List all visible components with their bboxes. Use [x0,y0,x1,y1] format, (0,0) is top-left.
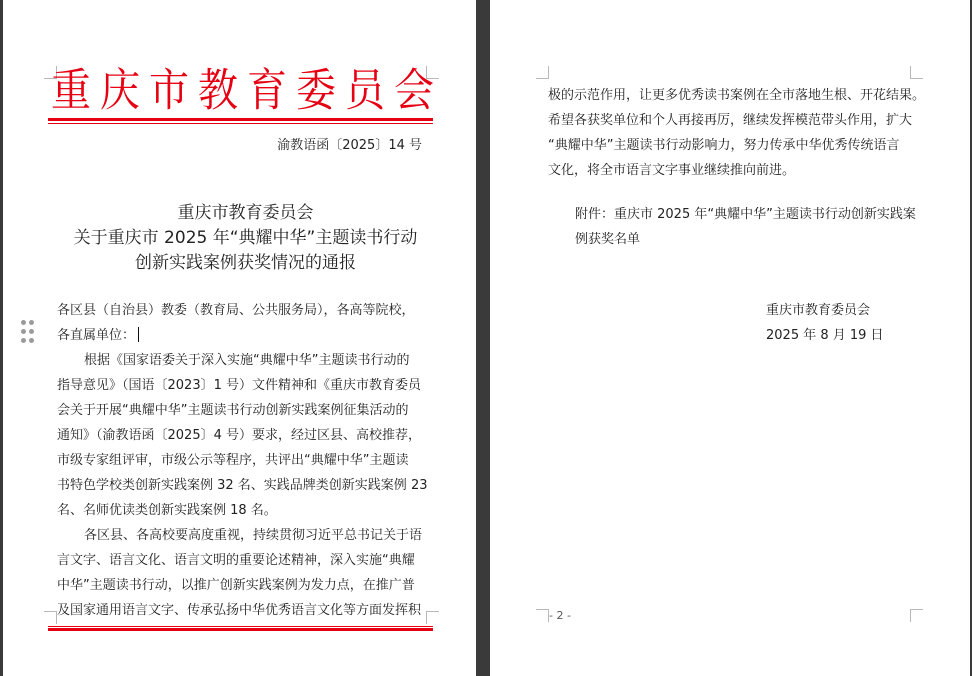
red-header-rule [48,118,433,121]
paragraph-line: 及国家通用语言文字、传承弘扬中华优秀语言文化等方面发挥积 [57,603,422,618]
paragraph-line: “典耀中华”主题读书行动影响力，努力传承中华优秀传统语言 [548,138,900,153]
margin-corner-mark [426,611,439,624]
attachment-note[interactable] [575,202,920,252]
paragraph-line: 希望各获奖单位和个人再接再厉，继续发挥模范带头作用，扩大 [548,113,913,128]
paragraph-line: 中华”主题读书行动，以推广创新实践案例为发力点，在推广普 [57,578,415,593]
margin-corner-mark [910,609,923,622]
page-number: - 2 - [549,609,571,622]
paragraph-line: 会关于开展“典耀中华”主题读书行动创新实践案例征集活动的 [57,403,409,418]
paragraph-line: 书特色学校类创新实践案例 32 名、实践品牌类创新实践案例 23 [57,478,428,493]
signature-block[interactable] [766,298,916,348]
paragraph-line: 根据《国家语委关于深入实施“典耀中华”主题读书行动的 [84,353,410,368]
signature-org: 重庆市教育委员会 [766,303,871,318]
paragraph-line: 通知》（渝教语函〔2025〕4 号）要求，经过区县、高校推荐， [57,428,421,443]
document-number[interactable]: 渝教语函〔2025〕14 号 [277,138,422,153]
red-header-title: 重庆市教育委员会 [51,65,443,117]
paragraph-line: 名、名师优读类创新实践案例 18 名。 [57,503,277,518]
margin-corner-mark [44,611,57,624]
paragraph-line: 指导意见》（国语〔2023〕1 号）文件精神和《重庆市教育委员 [57,378,421,393]
document-heading[interactable] [43,201,448,276]
paragraph-line: 言文字、语言文化、语言文明的重要论述精神，深入实施“典耀 [57,553,415,568]
paragraph-line: 文化，将全市语言文字事业继续推向前进。 [548,163,796,178]
signature-date: 2025 年 8 月 19 日 [766,328,884,343]
margin-corner-mark [536,66,549,79]
red-footer-rule-thin [48,626,433,627]
margin-corner-mark [910,66,923,79]
addressee-line: 各区县（自治县）教委（教育局、公共服务局），各高等院校， [57,303,415,318]
red-footer-rule [48,628,433,631]
text-cursor [138,327,139,342]
heading-line: 重庆市教育委员会 [177,203,314,223]
continued-paragraph[interactable] [548,83,926,183]
attachment-line: 例获奖名单 [575,232,641,247]
drag-handle-icon[interactable] [21,320,35,344]
red-header-rule-thin [48,123,433,124]
margin-corner-mark [536,609,549,622]
paragraph-line: 极的示范作用，让更多优秀读书案例在全市落地生根、开花结果。 [548,88,926,103]
document-body[interactable] [57,298,427,623]
heading-line: 关于重庆市 2025 年“典耀中华”主题读书行动 [73,228,418,248]
paragraph-line: 各区县、各高校要高度重视，持续贯彻习近平总书记关于语 [84,528,423,543]
heading-line: 创新实践案例获奖情况的通报 [135,253,356,273]
attachment-line: 附件：重庆市 2025 年“典耀中华”主题读书行动创新实践案 [575,207,916,222]
addressee-line: 各直属单位： [57,323,427,348]
paragraph-line: 市级专家组评审，市级公示等程序，共评出“典耀中华”主题读 [57,453,409,468]
